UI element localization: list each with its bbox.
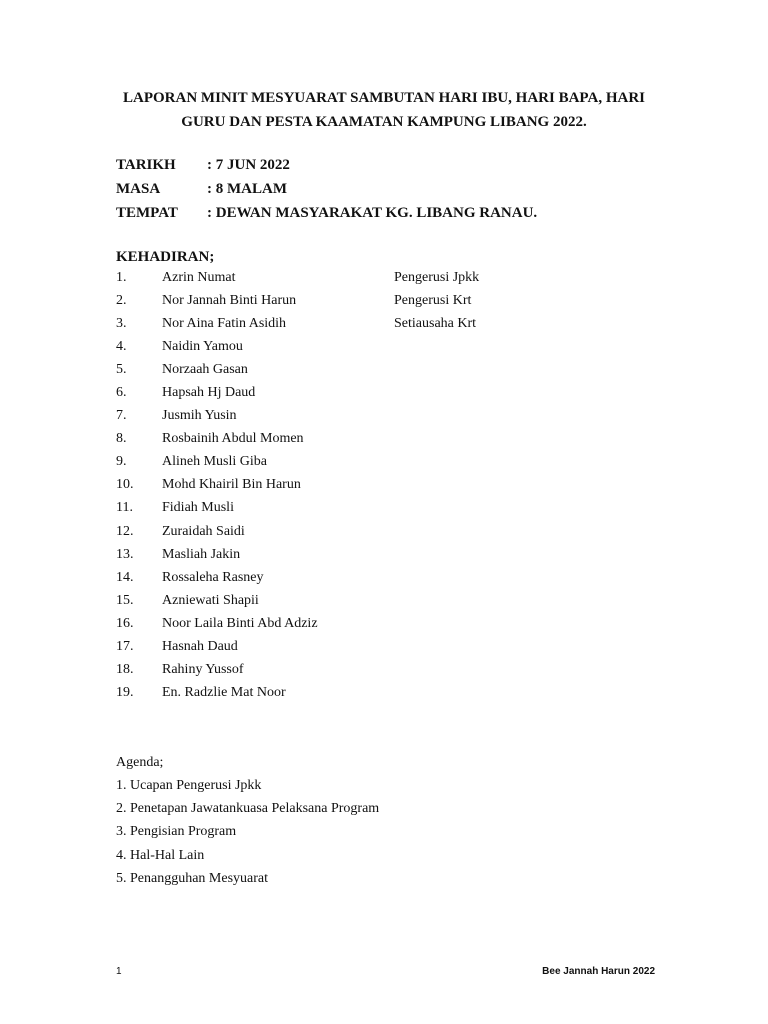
attendee-name: Alineh Musli Giba <box>162 454 267 470</box>
attendee-row <box>116 383 676 406</box>
attendee-row <box>116 545 676 568</box>
attendee-role: Setiausaha Krt <box>394 316 477 332</box>
date-value: : 7 JUN 2022 <box>207 157 290 173</box>
time-label: MASA <box>116 181 161 197</box>
attendee-row <box>116 522 676 545</box>
attendee-number: 14. <box>116 569 134 585</box>
agenda-item: 3. Pengisian Program <box>116 824 237 840</box>
agenda-item: 4. Hal-Hal Lain <box>116 847 205 863</box>
attendee-row <box>116 683 676 706</box>
attendee-number: 19. <box>116 684 134 700</box>
attendee-number: 9. <box>116 454 127 470</box>
attendee-number: 7. <box>116 408 127 424</box>
attendee-row <box>116 429 676 452</box>
attendee-row <box>116 475 676 498</box>
attendee-row <box>116 406 676 429</box>
attendee-number: 13. <box>116 546 134 562</box>
attendee-name: Rahiny Yussof <box>162 661 244 677</box>
agenda-item: 2. Penetapan Jawatankuasa Pelaksana Program <box>116 801 380 817</box>
attendance-heading: KEHADIRAN; <box>116 249 215 265</box>
attendee-number: 4. <box>116 339 127 355</box>
attendee-name: Mohd Khairil Bin Harun <box>162 477 301 493</box>
attendee-name: Rosbainih Abdul Momen <box>162 431 304 447</box>
attendee-name: Norzaah Gasan <box>162 362 248 378</box>
attendee-row <box>116 452 676 475</box>
attendee-row <box>116 568 676 591</box>
attendee-number: 16. <box>116 615 134 631</box>
document-title-line-1: LAPORAN MINIT MESYUARAT SAMBUTAN HARI IBU, HARI BAPA, HARI <box>123 90 645 106</box>
attendee-name: Azrin Numat <box>162 270 236 285</box>
attendee-name: Hasnah Daud <box>162 638 238 654</box>
attendee-role: Pengerusi Krt <box>394 293 472 309</box>
venue-value: : DEWAN MASYARAKAT KG. LIBANG RANAU. <box>207 205 538 221</box>
attendee-name: Masliah Jakin <box>162 546 241 562</box>
attendee-name: Nor Jannah Binti Harun <box>162 293 297 309</box>
attendee-row <box>116 637 676 660</box>
attendee-row <box>116 337 676 360</box>
time-value: : 8 MALAM <box>207 181 287 197</box>
attendee-number: 11. <box>116 500 133 516</box>
attendee-name: Noor Laila Binti Abd Adziz <box>162 615 318 631</box>
agenda-heading: Agenda; <box>116 755 164 770</box>
attendee-row <box>116 314 676 337</box>
attendee-number: 12. <box>116 523 134 539</box>
attendee-name: Nor Aina Fatin Asidih <box>162 316 287 332</box>
venue-label: TEMPAT <box>116 205 178 221</box>
attendee-row <box>116 591 676 614</box>
attendee-row <box>116 498 676 521</box>
attendee-row <box>116 660 676 683</box>
attendee-name: Jusmih Yusin <box>162 408 237 424</box>
attendee-name: Azniewati Shapii <box>162 592 259 608</box>
attendee-number: 1. <box>116 270 127 285</box>
attendee-role: Pengerusi Jpkk <box>394 270 480 285</box>
attendee-row <box>116 360 676 383</box>
footer-page-number: 1 <box>116 966 122 977</box>
attendee-number: 6. <box>116 385 127 401</box>
attendee-number: 15. <box>116 592 134 608</box>
date-label: TARIKH <box>116 157 176 173</box>
attendee-number: 10. <box>116 477 134 493</box>
document-title-line-2: GURU DAN PESTA KAAMATAN KAMPUNG LIBANG 2022. <box>181 114 587 130</box>
footer-author: Bee Jannah Harun 2022 <box>542 966 655 977</box>
attendee-name: Fidiah Musli <box>162 500 234 516</box>
attendee-row <box>116 291 676 314</box>
attendee-number: 17. <box>116 638 134 654</box>
attendee-name: Rossaleha Rasney <box>162 569 264 585</box>
agenda-item: 5. Penangguhan Mesyuarat <box>116 870 269 886</box>
attendee-row <box>116 268 676 291</box>
attendee-name: Naidin Yamou <box>162 339 243 355</box>
attendee-number: 5. <box>116 362 127 378</box>
attendee-row <box>116 614 676 637</box>
attendee-number: 8. <box>116 431 127 447</box>
attendee-number: 2. <box>116 293 127 309</box>
attendee-name: Hapsah Hj Daud <box>162 385 256 401</box>
agenda-item: 1. Ucapan Pengerusi Jpkk <box>116 778 262 793</box>
attendee-number: 3. <box>116 316 127 332</box>
attendee-number: 18. <box>116 661 134 677</box>
agenda-list <box>116 776 379 892</box>
attendee-name: En. Radzlie Mat Noor <box>162 684 286 700</box>
attendee-list <box>116 268 676 706</box>
attendee-name: Zuraidah Saidi <box>162 523 245 539</box>
